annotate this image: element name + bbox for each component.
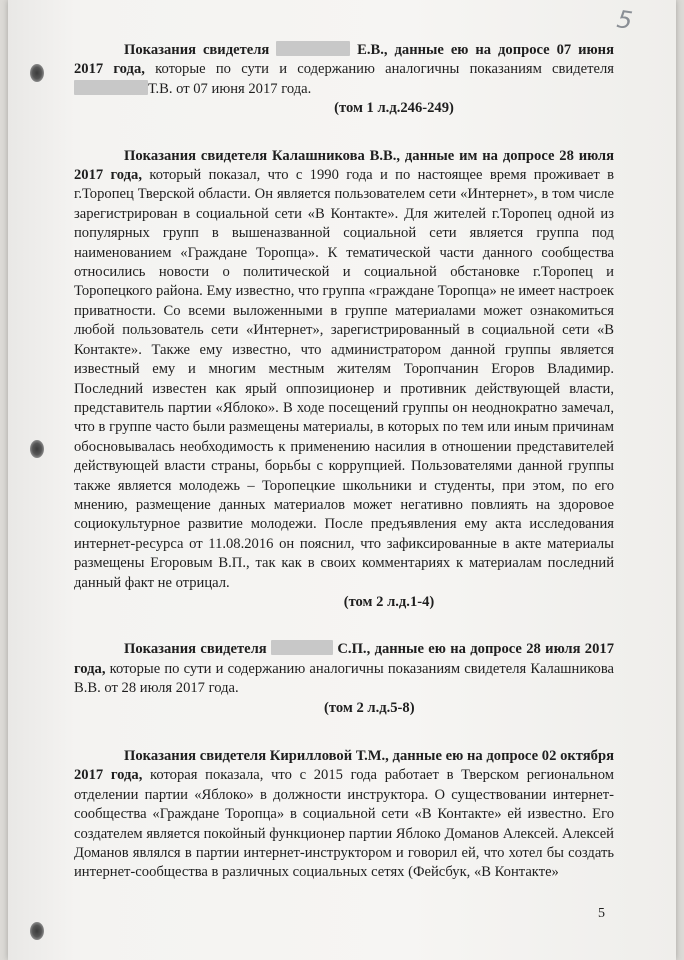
paragraph-witness-1: Показания свидетеля Е.В., данные ею на допросе 07 июня 2017 года, которые по сути и содержанию аналогичны показаниям свидетеля Т.В. от 07 июня 2017 года. <box>74 42 614 97</box>
volume-reference: (том 1 л.д.246-249) <box>334 100 454 117</box>
handwritten-page-mark: 5 <box>615 5 635 35</box>
paragraph-witness-3: Показания свидетеля С.П., данные ею на допросе 28 июля 2017 года, которые по сути и содержанию аналогичны показаниям свидетеля Калашникова В.В. от 28 июля 2017 года. <box>74 641 614 697</box>
redaction-box <box>276 41 350 56</box>
volume-reference: (том 2 л.д.5-8) <box>324 699 415 716</box>
volume-reference: (том 2 л.д.1-4) <box>343 593 435 610</box>
paragraph-witness-2: Показания свидетеля Калашникова В.В., данные им на допросе 28 июля 2017 года, который показал, что с 1990 года и по настоящее время проживает в г.Торопец Тверской области. Он является пользователем сети «Интернет», в том числе зарегистрирован в социальной сети «В Контакте». Для жителей г.Торопец одной из популярных групп в вышеназванной социальной сети является группа под наименованием «Граждане Торопца». К тематической части данного сообщества относились новости о политической и социальной обстановке г.Торопец и Торопецкого района. Ему известно, что группа «граждане Торопца» не имеет настроек приватности. Со всеми выложенными в группе материалами может ознакомиться любой пользователь сети «Интернет», зарегистрированный в социальной сети «В Контакте». Также ему известно, что администратором данной группы является известный ему и многим местным жителям Торопчанин Егоров Владимир. Последний известен как ярый оппозиционер и противник действующей власти, представитель партии «Яблоко». В ходе посещений группы он неоднократно замечал, что в группе часто были размещены материалы, в которых по тем или иным причинам обосновывалась необходимость к применению насилия в отношении представителей действующей власти страны, борьбы с коррупцией. Пользователями данной группы также является молодежь – Торопецкие школьники и студенты, при этом, по его мнению, размещение данных материалов может негативно повлиять на здоровое социокультурное развитие молодежи. После предъявления ему акта исследования интернет-ресурса от 11.08.2016 он пояснил, что зафиксированные в акте материалы размещены Егоровым В.П., так как в своих комментариях к материалам последний данный факт не отрицал. <box>74 147 615 591</box>
binder-hole-mark <box>30 922 44 940</box>
document-body <box>74 41 614 883</box>
redaction-box <box>74 80 148 95</box>
paragraph-witness-4: Показания свидетеля Кирилловой Т.М., данные ею на допросе 02 октября 2017 года, которая показала, что с 2015 года работает в Тверском региональном отделении партии «Яблоко» в должности инструктора. О существовании интернет-сообщества «Граждане Торопца» в социальной сети «В Контакте» ей известно. Его создателем является покойный функционер партии Яблоко Доманов Алексей. Алексей Доманов являлся в партии интернет-инструктором и говорил ей, что хотел бы создать интернет-сообщества в различных социальных сетях (Фейсбук, «В Контакте» <box>74 748 614 881</box>
binder-hole-mark <box>30 440 44 458</box>
redaction-box <box>271 640 333 655</box>
page-number: 5 <box>598 906 605 921</box>
binder-hole-mark <box>30 64 44 82</box>
